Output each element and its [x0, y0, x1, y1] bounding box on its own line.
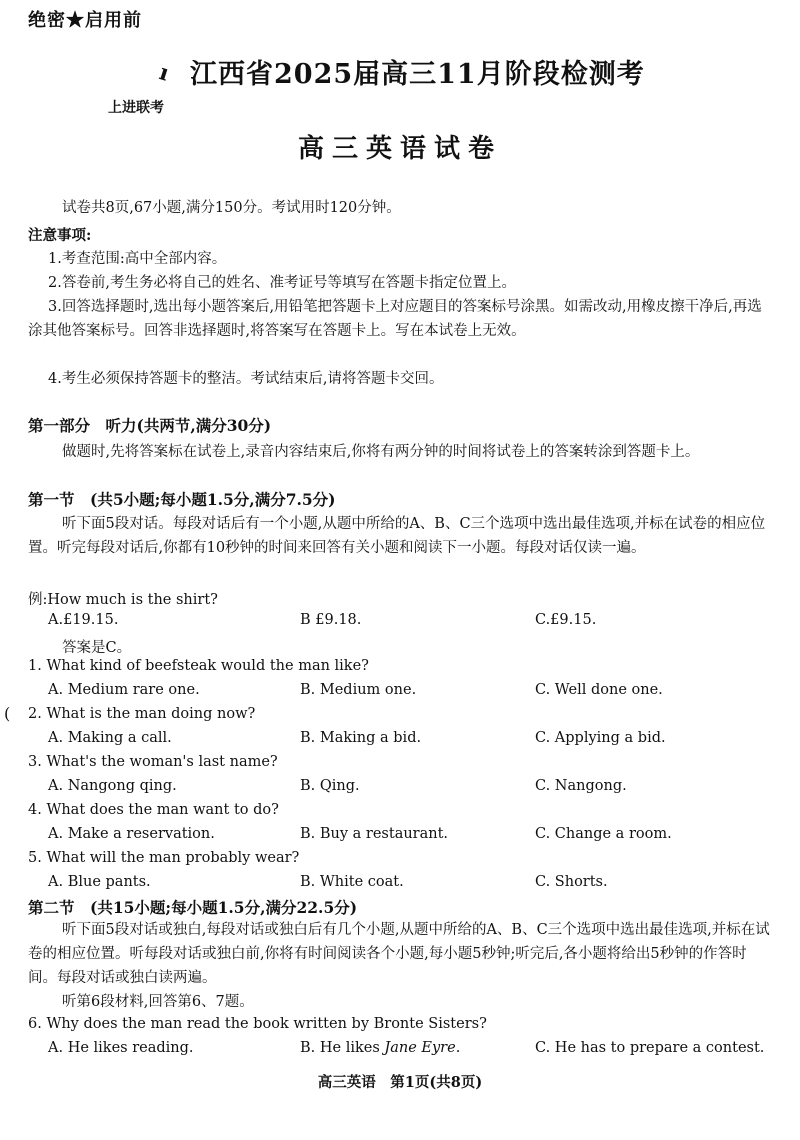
exam-title: 江西省2025届高三11月阶段检测考 [190, 59, 645, 90]
material-6-label: 听第6段材料,回答第6、7题。 [62, 994, 254, 1010]
question-5-option-c: C. Shorts. [535, 874, 608, 890]
option-b-prefix: B. He likes [300, 1040, 385, 1056]
section1-heading: 第一节 (共5小题;每小题1.5分,满分7.5分) [28, 490, 336, 509]
example-option-c: C.£9.15. [535, 612, 597, 628]
question-4-option-b: B. Buy a restaurant. [300, 826, 449, 842]
question-6-option-a: A. He likes reading. [48, 1040, 194, 1056]
question-1-option-b: B. Medium one. [300, 682, 417, 698]
note-item-1: 1.考查范围:高中全部内容。 [48, 251, 227, 267]
question-6-option-c: C. He has to prepare a contest. [535, 1040, 765, 1056]
question-3-option-b: B. Qing. [300, 778, 360, 794]
question-2-option-a: A. Making a call. [48, 730, 172, 746]
section1-instruction: 听下面5段对话。每段对话后有一个小题,从题中所给的A、B、C三个选项中选出最佳选项,并标在试卷的相应位置。听完每段对话后,你都有10秒钟的时间来回答有关小题和阅读下一小题。每段对话仅读一遍。 [28, 516, 766, 556]
question-2-option-b: B. Making a bid. [300, 730, 422, 746]
book-title: Jane Eyre [384, 1040, 456, 1056]
question-2: 2. What is the man doing now? [28, 706, 256, 722]
question-4-option-a: A. Make a reservation. [48, 826, 215, 842]
union-label: 上进联考 [108, 100, 164, 116]
paper-subtitle: 高三英语试卷 [297, 134, 502, 164]
margin-mark: ( [4, 704, 11, 723]
example-option-a: A.£19.15. [48, 612, 119, 628]
notes-heading: 注意事项: [28, 227, 92, 244]
part1-instruction: 做题时,先将答案标在试卷上,录音内容结束后,你将有两分钟的时间将试卷上的答案转涂到答题卡上。 [62, 444, 700, 460]
paper-intro: 试卷共8页,67小题,满分150分。考试用时120分钟。 [62, 200, 401, 216]
question-3-option-a: A. Nangong qing. [48, 778, 177, 794]
question-6-option-b [300, 1040, 460, 1056]
question-4: 4. What does the man want to do? [28, 802, 279, 818]
page-footer: 高三英语 第1页(共8页) [317, 1074, 483, 1091]
scan-mark: ı [156, 59, 173, 87]
question-1: 1. What kind of beefsteak would the man like? [28, 658, 369, 674]
part1-heading: 第一部分 听力(共两节,满分30分) [28, 416, 272, 435]
section2-heading: 第二节 (共15小题;每小题1.5分,满分22.5分) [28, 898, 358, 917]
option-b-suffix: . [455, 1040, 461, 1056]
question-5-option-b: B. White coat. [300, 874, 404, 890]
question-3-option-c: C. Nangong. [535, 778, 627, 794]
question-4-option-c: C. Change a room. [535, 826, 672, 842]
section2-instruction: 听下面5段对话或独白,每段对话或独白后有几个小题,从题中所给的A、B、C三个选项中选出最佳选项,并标在试卷的相应位置。听每段对话或独白前,你将有时间阅读各个小题,每小题5秒钟;听完后,各小题将给出5秒钟的作答时间。每段对话或独白读两遍。 [28, 922, 770, 986]
question-6: 6. Why does the man read the book written by Bronte Sisters? [28, 1016, 487, 1032]
example-question: 例:How much is the shirt? [28, 592, 218, 608]
question-2-option-c: C. Applying a bid. [535, 730, 666, 746]
question-5-option-a: A. Blue pants. [48, 874, 151, 890]
confidential-label: 绝密★启用前 [28, 10, 142, 31]
example-option-b: B £9.18. [300, 612, 362, 628]
note-item-4: 4.考生必须保持答题卡的整洁。考试结束后,请将答题卡交回。 [48, 371, 444, 387]
note-item-2: 2.答卷前,考生务必将自己的姓名、准考证号等填写在答题卡指定位置上。 [48, 275, 516, 291]
question-5: 5. What will the man probably wear? [28, 850, 300, 866]
question-1-option-a: A. Medium rare one. [48, 682, 200, 698]
note-item-3: 3.回答选择题时,选出每小题答案后,用铅笔把答题卡上对应题目的答案标号涂黑。如需改动,用橡皮擦干净后,再选涂其他答案标号。回答非选择题时,将答案写在答题卡上。写在本试卷上无效。 [28, 299, 762, 339]
question-3: 3. What's the woman's last name? [28, 754, 278, 770]
question-1-option-c: C. Well done one. [535, 682, 663, 698]
example-answer: 答案是C。 [62, 640, 132, 656]
